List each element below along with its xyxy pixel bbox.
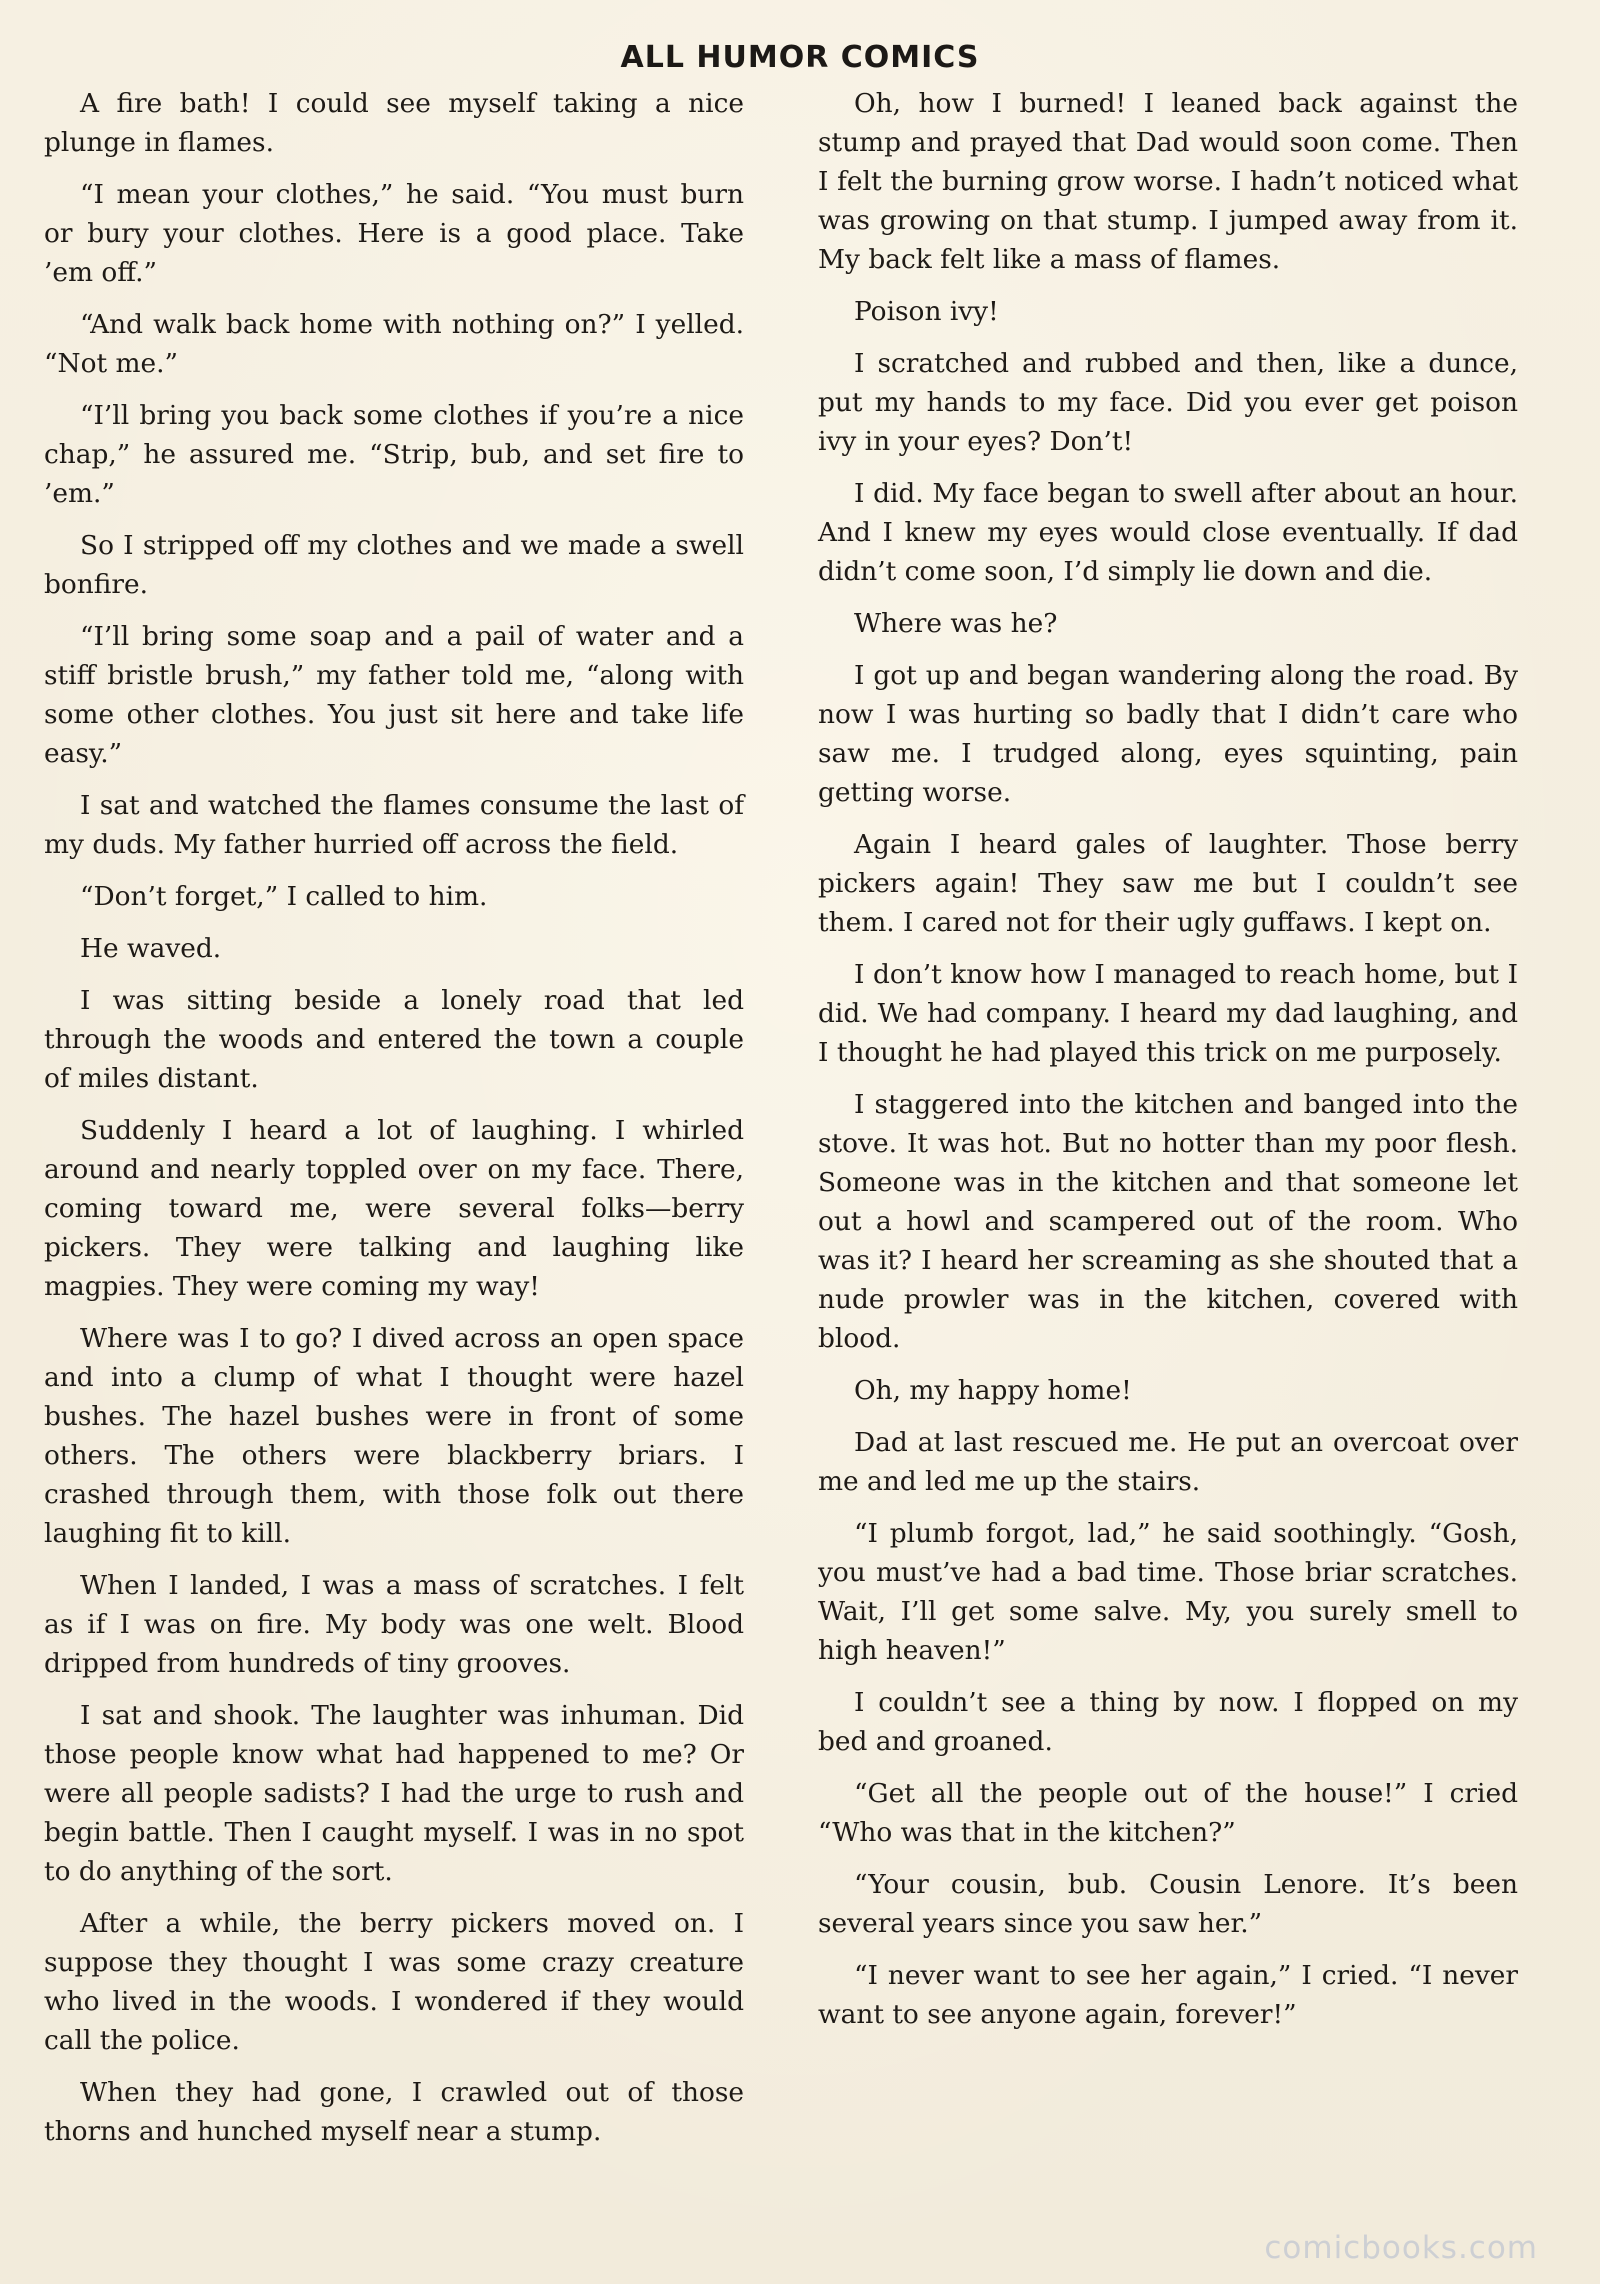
paragraph: I did. My face began to swell after about an hour. And I knew my eyes would close eventually. If dad didn’t come soon, I’d simply lie down and die. xyxy=(818,478,1518,587)
paragraph: Poison ivy! xyxy=(854,296,999,327)
paragraph: I staggered into the kitchen and banged into the stove. It was hot. But no hotter than my poor flesh. Someone was in the kitchen and that someone let out a howl and scampered out of the room. Who was it? I heard her screaming as she shouted that a nude prowler was in the kitchen, covered with blood. xyxy=(818,1089,1518,1354)
paragraph: A fire bath! I could see myself taking a nice plunge in flames. xyxy=(44,88,744,158)
paragraph: Again I heard gales of laughter. Those berry pickers again! They saw me but I couldn’t see them. I cared not for their ugly guffaws. I kept on. xyxy=(818,829,1518,938)
paragraph: I sat and shook. The laughter was inhuman. Did those people know what had happened to me? Or were all people sadists? I had the urge to rush and begin battle. Then I caught myself. I was in no spot to do anything of the sort. xyxy=(44,1700,744,1887)
left-text-column xyxy=(44,84,744,2164)
paragraph: Suddenly I heard a lot of laughing. I whirled around and nearly toppled over on my face. There, coming toward me, were several folks—berry pickers. They were talking and laughing like magpies. They were coming my way! xyxy=(44,1115,744,1302)
paragraph: I scratched and rubbed and then, like a dunce, put my hands to my face. Did you ever get poison ivy in your eyes? Don’t! xyxy=(818,348,1518,457)
paragraph: “Your cousin, bub. Cousin Lenore. It’s been several years since you saw her.” xyxy=(818,1869,1518,1939)
paragraph: “I’ll bring some soap and a pail of water and a stiff bristle brush,” my father told me, “along with some other clothes. You just sit here and take life easy.” xyxy=(44,621,744,769)
paragraph: “And walk back home with nothing on?” I yelled. “Not me.” xyxy=(44,309,744,379)
paragraph: When I landed, I was a mass of scratches. I felt as if I was on fire. My body was one welt. Blood dripped from hundreds of tiny grooves. xyxy=(44,1570,744,1679)
paragraph: “Don’t forget,” I called to him. xyxy=(80,881,488,912)
paragraph: “I never want to see her again,” I cried. “I never want to see anyone again, forever!” xyxy=(818,1960,1518,2030)
paragraph: “Get all the people out of the house!” I cried “Who was that in the kitchen?” xyxy=(818,1778,1518,1848)
paragraph: After a while, the berry pickers moved on. I suppose they thought I was some crazy creature who lived in the woods. I wondered if they would call the police. xyxy=(44,1908,744,2056)
paragraph: He waved. xyxy=(80,933,222,964)
site-watermark: comicbooks.com xyxy=(1264,2230,1538,2266)
paragraph: Where was he? xyxy=(854,608,1058,639)
right-text-column xyxy=(818,84,1518,2047)
paragraph: I don’t know how I managed to reach home, but I did. We had company. I heard my dad laughing, and I thought he had played this trick on me purposely. xyxy=(818,959,1518,1068)
paragraph: Oh, how I burned! I leaned back against the stump and prayed that Dad would soon come. Then I felt the burning grow worse. I hadn’t noticed what was growing on that stump. I jumped away from it. My back felt like a mass of flames. xyxy=(818,88,1518,275)
paragraph: I was sitting beside a lonely road that led through the woods and entered the town a couple of miles distant. xyxy=(44,985,744,1094)
paragraph: I couldn’t see a thing by now. I flopped on my bed and groaned. xyxy=(818,1687,1518,1757)
paragraph: Where was I to go? I dived across an open space and into a clump of what I thought were hazel bushes. The hazel bushes were in front of some others. The others were blackberry briars. I crashed through them, with those folk out there laughing fit to kill. xyxy=(44,1323,744,1549)
paragraph: When they had gone, I crawled out of those thorns and hunched myself near a stump. xyxy=(44,2077,744,2147)
paragraph: So I stripped off my clothes and we made a swell bonfire. xyxy=(44,530,744,600)
paragraph: “I mean your clothes,” he said. “You must burn or bury your clothes. Here is a good place. Take ’em off.” xyxy=(44,179,744,288)
page-header-title: ALL HUMOR COMICS xyxy=(620,40,980,75)
paragraph: I sat and watched the flames consume the last of my duds. My father hurried off across the field. xyxy=(44,790,744,860)
paragraph: “I’ll bring you back some clothes if you’re a nice chap,” he assured me. “Strip, bub, and set fire to ’em.” xyxy=(44,400,744,509)
paragraph: “I plumb forgot, lad,” he said soothingly. “Gosh, you must’ve had a bad time. Those briar scratches. Wait, I’ll get some salve. My, you surely smell to high heaven!” xyxy=(818,1518,1518,1666)
paragraph: Dad at last rescued me. He put an overcoat over me and led me up the stairs. xyxy=(818,1427,1518,1497)
paragraph: I got up and began wandering along the road. By now I was hurting so badly that I didn’t care who saw me. I trudged along, eyes squinting, pain getting worse. xyxy=(818,660,1518,808)
paragraph: Oh, my happy home! xyxy=(854,1375,1132,1406)
